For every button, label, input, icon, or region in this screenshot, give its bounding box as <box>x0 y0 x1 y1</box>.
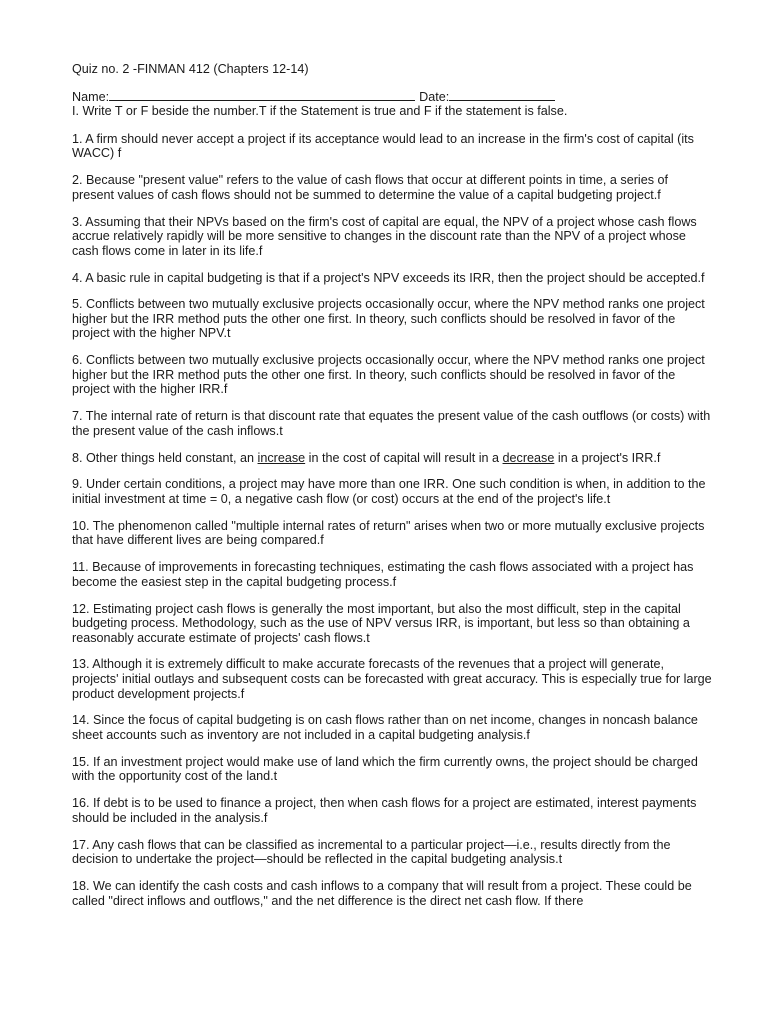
question-8-part-b: in the cost of capital will result in a <box>305 450 503 465</box>
quiz-title: Quiz no. 2 -FINMAN 412 (Chapters 12-14) <box>72 62 309 76</box>
name-blank[interactable] <box>109 89 415 101</box>
date-label: Date: <box>419 89 450 104</box>
question-13: 13. Although it is extremely difficult to make accurate forecasts of the revenues that a project will generate, projects' initial outlays and subsequent costs can be forecasted with great accuracy. This is especially true for large product development projects.f <box>72 657 712 701</box>
question-5: 5. Conflicts between two mutually exclusive projects occasionally occur, where the NPV method ranks one project higher but the IRR method puts the other one first. In theory, such conflicts should be resolved in favor of the project with the higher NPV.t <box>72 297 705 341</box>
question-9: 9. Under certain conditions, a project may have more than one IRR. One such condition is when, in addition to the initial investment at time = 0, a negative cash flow (or cost) occurs at the end of the project's life.t <box>72 477 706 506</box>
question-7: 7. The internal rate of return is that discount rate that equates the present value of the cash outflows (or costs) with the present value of the cash inflows.t <box>72 409 711 438</box>
question-16: 16. If debt is to be used to finance a project, then when cash flows for a project are estimated, interest payments should be included in the analysis.f <box>72 796 697 825</box>
question-8-part-a: 8. Other things held constant, an <box>72 450 258 465</box>
name-date-line <box>72 89 712 105</box>
question-14: 14. Since the focus of capital budgeting is on cash flows rather than on net income, changes in noncash balance sheet accounts such as inventory are not included in a capital budgeting analysis.f <box>72 713 698 743</box>
instructions: I. Write T or F beside the number.T if the Statement is true and F if the statement is false. <box>72 104 568 119</box>
question-8-part-c: in a project's IRR.f <box>554 450 661 465</box>
question-4: 4. A basic rule in capital budgeting is that if a project's NPV exceeds its IRR, then the project should be accepted.f <box>72 270 705 285</box>
question-3: 3. Assuming that their NPVs based on the firm's cost of capital are equal, the NPV of a project whose cash flows accrue relatively rapidly will be more sensitive to changes in the discount rate than the NPV of a project whose cash flows come in later in its life.f <box>72 214 697 258</box>
question-2: 2. Because "present value" refers to the value of cash flows that occur at different points in time, a series of present values of cash flows should not be summed to determine the value of a capital budgeting project.f <box>72 173 669 202</box>
question-12: 12. Estimating project cash flows is generally the most important, but also the most difficult, step in the capital budgeting process. Methodology, such as the use of NPV versus IRR, is important, but less so than obtaining a reasonably accurate estimate of projects' cash flows.t <box>72 601 690 645</box>
name-label: Name: <box>72 89 110 104</box>
question-1: 1. A firm should never accept a project if its acceptance would lead to an increase in the firm's cost of capital (its WACC) f <box>72 131 694 161</box>
question-18: 18. We can identify the cash costs and cash inflows to a company that will result from a project. These could be called "direct inflows and outflows," and the net difference is the direct net cash flow. If there <box>72 878 692 908</box>
question-10: 10. The phenomenon called "multiple internal rates of return" arises when two or more mutually exclusive projects that have different lives are being compared.f <box>72 518 705 548</box>
underlined-increase: increase <box>257 450 306 465</box>
underlined-decrease: decrease <box>502 450 555 465</box>
question-11: 11. Because of improvements in forecasting techniques, estimating the cash flows associated with a project has become the easiest step in the capital budgeting process.f <box>72 560 694 589</box>
quiz-page <box>72 62 712 920</box>
question-17: 17. Any cash flows that can be classified as incremental to a particular project—i.e., results directly from the decision to undertake the project—should be reflected in the capital budgeting analysis.t <box>72 837 671 867</box>
question-15: 15. If an investment project would make use of land which the firm currently owns, the project should be charged with the opportunity cost of the land.t <box>72 754 698 784</box>
date-blank[interactable] <box>449 89 555 101</box>
question-6: 6. Conflicts between two mutually exclusive projects occasionally occur, where the NPV method ranks one project higher but the IRR method puts the other one first. In theory, such conflicts should be resolved in favor of the project with the higher IRR.f <box>72 353 705 397</box>
question-8 <box>72 451 712 466</box>
